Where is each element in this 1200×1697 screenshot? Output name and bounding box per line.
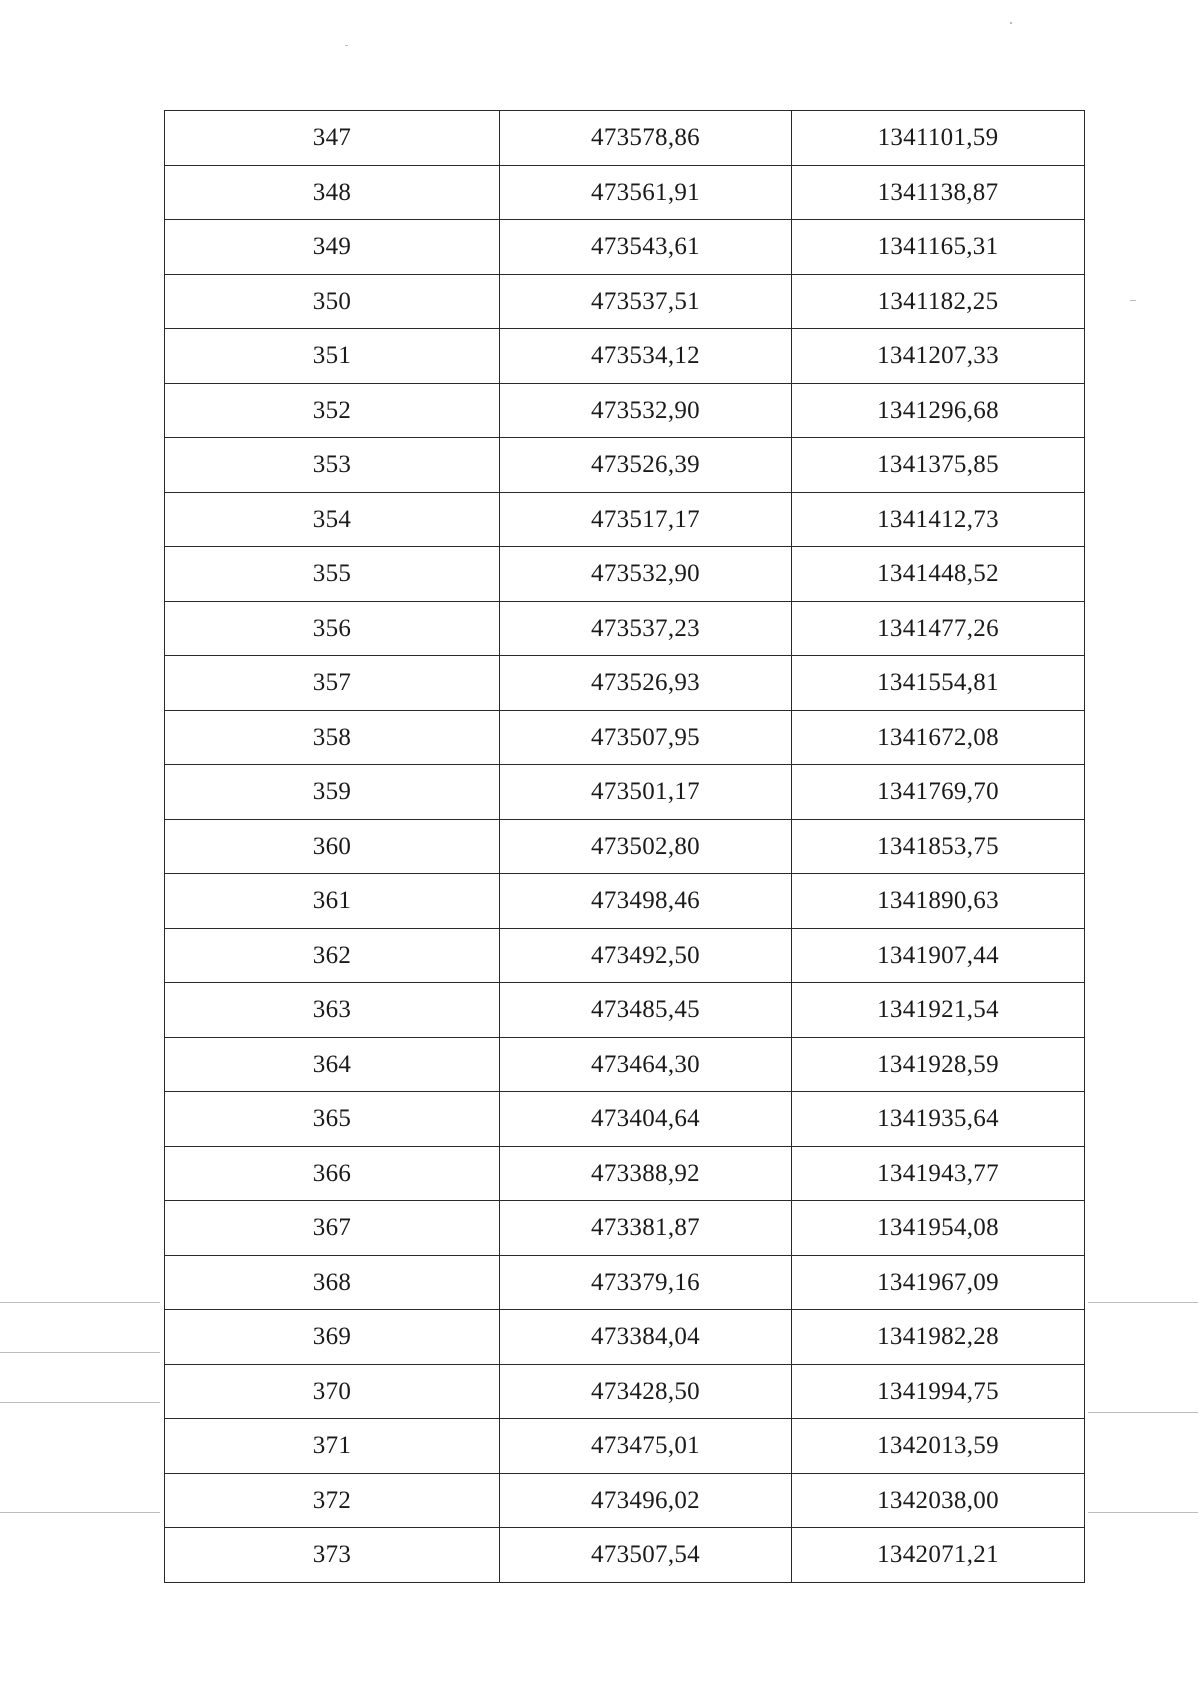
x-coordinate-cell: 473532,90 bbox=[500, 547, 792, 602]
point-number-cell: 361 bbox=[165, 874, 500, 929]
point-number-cell: 370 bbox=[165, 1364, 500, 1419]
table-row bbox=[165, 111, 1085, 166]
table-row bbox=[165, 983, 1085, 1038]
scan-artifact bbox=[0, 1302, 160, 1303]
table-row bbox=[165, 274, 1085, 329]
x-coordinate-cell: 473507,95 bbox=[500, 710, 792, 765]
y-coordinate-cell: 1341672,08 bbox=[792, 710, 1085, 765]
y-coordinate-cell: 1342071,21 bbox=[792, 1528, 1085, 1583]
x-coordinate-cell: 473388,92 bbox=[500, 1146, 792, 1201]
y-coordinate-cell: 1341954,08 bbox=[792, 1201, 1085, 1256]
point-number-cell: 362 bbox=[165, 928, 500, 983]
x-coordinate-cell: 473464,30 bbox=[500, 1037, 792, 1092]
y-coordinate-cell: 1341412,73 bbox=[792, 492, 1085, 547]
x-coordinate-cell: 473532,90 bbox=[500, 383, 792, 438]
table-row bbox=[165, 601, 1085, 656]
table-row bbox=[165, 1146, 1085, 1201]
x-coordinate-cell: 473517,17 bbox=[500, 492, 792, 547]
y-coordinate-cell: 1341477,26 bbox=[792, 601, 1085, 656]
x-coordinate-cell: 473561,91 bbox=[500, 165, 792, 220]
table-row bbox=[165, 1310, 1085, 1365]
table-row bbox=[165, 438, 1085, 493]
y-coordinate-cell: 1341101,59 bbox=[792, 111, 1085, 166]
y-coordinate-cell: 1341554,81 bbox=[792, 656, 1085, 711]
x-coordinate-cell: 473404,64 bbox=[500, 1092, 792, 1147]
y-coordinate-cell: 1341448,52 bbox=[792, 547, 1085, 602]
point-number-cell: 368 bbox=[165, 1255, 500, 1310]
x-coordinate-cell: 473492,50 bbox=[500, 928, 792, 983]
x-coordinate-cell: 473526,39 bbox=[500, 438, 792, 493]
table-row bbox=[165, 874, 1085, 929]
scan-artifact bbox=[0, 1352, 160, 1353]
x-coordinate-cell: 473501,17 bbox=[500, 765, 792, 820]
point-number-cell: 373 bbox=[165, 1528, 500, 1583]
y-coordinate-cell: 1341853,75 bbox=[792, 819, 1085, 874]
point-number-cell: 369 bbox=[165, 1310, 500, 1365]
table-row bbox=[165, 1092, 1085, 1147]
y-coordinate-cell: 1341138,87 bbox=[792, 165, 1085, 220]
scan-artifact bbox=[1010, 22, 1012, 24]
table-row bbox=[165, 765, 1085, 820]
point-number-cell: 355 bbox=[165, 547, 500, 602]
point-number-cell: 360 bbox=[165, 819, 500, 874]
y-coordinate-cell: 1341769,70 bbox=[792, 765, 1085, 820]
y-coordinate-cell: 1341207,33 bbox=[792, 329, 1085, 384]
point-number-cell: 348 bbox=[165, 165, 500, 220]
x-coordinate-cell: 473384,04 bbox=[500, 1310, 792, 1365]
x-coordinate-cell: 473502,80 bbox=[500, 819, 792, 874]
point-number-cell: 367 bbox=[165, 1201, 500, 1256]
coordinates-table-body bbox=[165, 111, 1085, 1583]
table-row bbox=[165, 1364, 1085, 1419]
table-row bbox=[165, 928, 1085, 983]
scan-artifact bbox=[1088, 1412, 1198, 1413]
y-coordinate-cell: 1341928,59 bbox=[792, 1037, 1085, 1092]
y-coordinate-cell: 1341182,25 bbox=[792, 274, 1085, 329]
x-coordinate-cell: 473381,87 bbox=[500, 1201, 792, 1256]
table-row bbox=[165, 383, 1085, 438]
point-number-cell: 366 bbox=[165, 1146, 500, 1201]
point-number-cell: 363 bbox=[165, 983, 500, 1038]
point-number-cell: 353 bbox=[165, 438, 500, 493]
table-row bbox=[165, 1255, 1085, 1310]
x-coordinate-cell: 473498,46 bbox=[500, 874, 792, 929]
y-coordinate-cell: 1341982,28 bbox=[792, 1310, 1085, 1365]
point-number-cell: 358 bbox=[165, 710, 500, 765]
scan-artifact bbox=[0, 1402, 160, 1403]
coordinates-table bbox=[164, 110, 1085, 1583]
point-number-cell: 350 bbox=[165, 274, 500, 329]
point-number-cell: 365 bbox=[165, 1092, 500, 1147]
point-number-cell: 357 bbox=[165, 656, 500, 711]
x-coordinate-cell: 473485,45 bbox=[500, 983, 792, 1038]
point-number-cell: 354 bbox=[165, 492, 500, 547]
scan-artifact bbox=[1130, 300, 1136, 301]
y-coordinate-cell: 1342038,00 bbox=[792, 1473, 1085, 1528]
x-coordinate-cell: 473496,02 bbox=[500, 1473, 792, 1528]
x-coordinate-cell: 473507,54 bbox=[500, 1528, 792, 1583]
table-row bbox=[165, 819, 1085, 874]
y-coordinate-cell: 1341967,09 bbox=[792, 1255, 1085, 1310]
point-number-cell: 371 bbox=[165, 1419, 500, 1474]
scan-artifact bbox=[1088, 1302, 1198, 1303]
scan-artifact bbox=[345, 45, 348, 46]
x-coordinate-cell: 473379,16 bbox=[500, 1255, 792, 1310]
table-row bbox=[165, 165, 1085, 220]
x-coordinate-cell: 473537,51 bbox=[500, 274, 792, 329]
point-number-cell: 352 bbox=[165, 383, 500, 438]
scan-artifact bbox=[1088, 1512, 1198, 1513]
table-row bbox=[165, 329, 1085, 384]
table-row bbox=[165, 220, 1085, 275]
y-coordinate-cell: 1341935,64 bbox=[792, 1092, 1085, 1147]
table-row bbox=[165, 656, 1085, 711]
point-number-cell: 347 bbox=[165, 111, 500, 166]
y-coordinate-cell: 1342013,59 bbox=[792, 1419, 1085, 1474]
x-coordinate-cell: 473543,61 bbox=[500, 220, 792, 275]
y-coordinate-cell: 1341907,44 bbox=[792, 928, 1085, 983]
y-coordinate-cell: 1341943,77 bbox=[792, 1146, 1085, 1201]
table-row bbox=[165, 1037, 1085, 1092]
x-coordinate-cell: 473475,01 bbox=[500, 1419, 792, 1474]
point-number-cell: 359 bbox=[165, 765, 500, 820]
y-coordinate-cell: 1341165,31 bbox=[792, 220, 1085, 275]
point-number-cell: 356 bbox=[165, 601, 500, 656]
point-number-cell: 349 bbox=[165, 220, 500, 275]
x-coordinate-cell: 473534,12 bbox=[500, 329, 792, 384]
table-row bbox=[165, 1473, 1085, 1528]
table-row bbox=[165, 1201, 1085, 1256]
y-coordinate-cell: 1341375,85 bbox=[792, 438, 1085, 493]
y-coordinate-cell: 1341296,68 bbox=[792, 383, 1085, 438]
table-row bbox=[165, 1528, 1085, 1583]
table-row bbox=[165, 710, 1085, 765]
point-number-cell: 364 bbox=[165, 1037, 500, 1092]
table-row bbox=[165, 492, 1085, 547]
x-coordinate-cell: 473526,93 bbox=[500, 656, 792, 711]
x-coordinate-cell: 473578,86 bbox=[500, 111, 792, 166]
x-coordinate-cell: 473428,50 bbox=[500, 1364, 792, 1419]
x-coordinate-cell: 473537,23 bbox=[500, 601, 792, 656]
table-row bbox=[165, 1419, 1085, 1474]
y-coordinate-cell: 1341921,54 bbox=[792, 983, 1085, 1038]
point-number-cell: 372 bbox=[165, 1473, 500, 1528]
point-number-cell: 351 bbox=[165, 329, 500, 384]
y-coordinate-cell: 1341994,75 bbox=[792, 1364, 1085, 1419]
table-row bbox=[165, 547, 1085, 602]
scan-artifact bbox=[0, 1512, 160, 1513]
y-coordinate-cell: 1341890,63 bbox=[792, 874, 1085, 929]
